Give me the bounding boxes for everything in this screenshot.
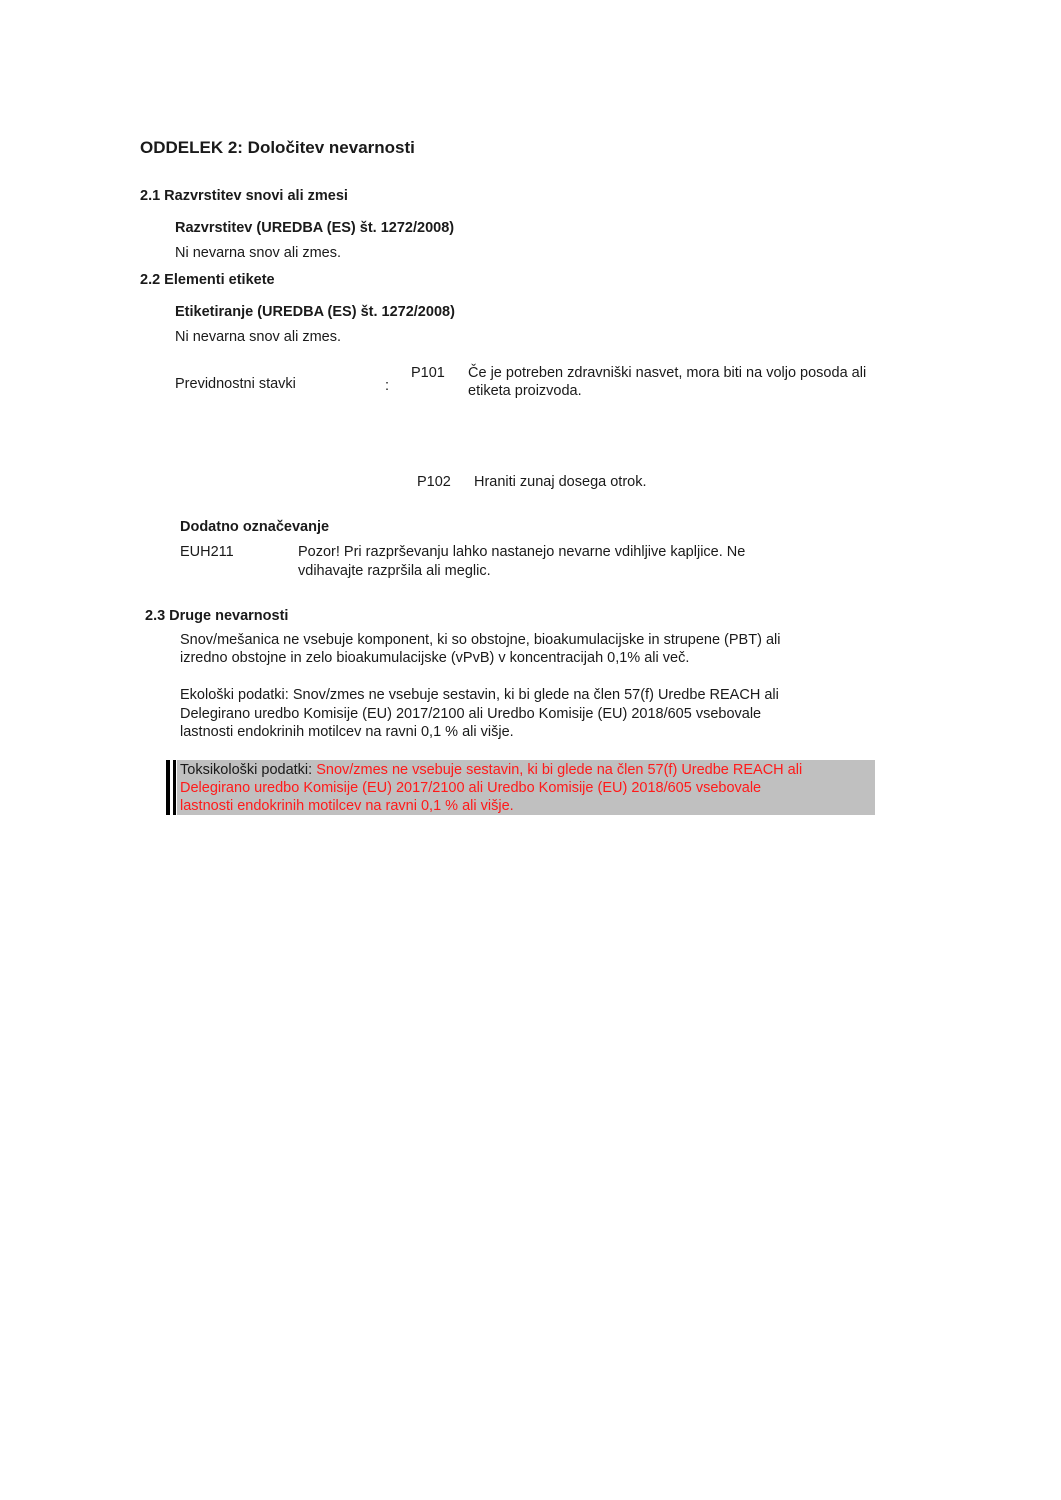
tox-line-1: Snov/zmes ne vsebuje sestavin, ki bi glede na člen 57(f) Uredbe REACH ali [316,762,803,778]
precautionary-label: Previdnostni stavki [175,376,296,392]
tox-line-3: lastnosti endokrinih motilcev na ravni 0,1 % ali višje. [180,798,514,814]
eco-text-line-1: Ekološki podatki: Snov/zmes ne vsebuje sestavin, ki bi glede na člen 57(f) Uredbe REACH ali [180,687,779,703]
pbt-text-line-2: izredno obstojne in zelo bioakumulacijske (vPvB) v koncentracijah 0,1% ali več. [180,650,690,666]
euh-text-line-2: vdihavajte razpršila ali meglic. [298,563,491,579]
eco-text-line-3: lastnosti endokrinih motilcev na ravni 0,1 % ali višje. [180,724,514,740]
tox-paragraph [180,761,874,815]
classification-text: Ni nevarna snov ali zmes. [175,245,342,261]
pbt-text-line-1: Snov/mešanica ne vsebuje komponent, ki so obstojne, bioakumulacijske in strupene (PBT) ali [180,632,781,648]
p101-text: Če je potreben zdravniški nasvet, mora biti na voljo posoda ali etiketa proizvoda. [468,365,867,399]
change-bar [166,760,170,815]
classification-subheading: Razvrstitev (UREDBA (ES) št. 1272/2008) [175,220,455,236]
p102-text: Hraniti zunaj dosega otrok. [474,474,647,490]
section-2-1-heading: 2.1 Razvrstitev snovi ali zmesi [140,188,348,204]
section-2-2-heading: 2.2 Elementi etikete [140,272,275,288]
labelling-text: Ni nevarna snov ali zmes. [175,329,342,345]
p101-statement [411,364,871,399]
section-2-3-heading: 2.3 Druge nevarnosti [145,608,289,624]
section-title: ODDELEK 2: Določitev nevarnosti [140,138,415,157]
p101-code: P101 [411,365,445,381]
euh-code: EUH211 [180,544,234,560]
precautionary-colon: : [385,378,390,394]
labelling-subheading: Etiketiranje (UREDBA (ES) št. 1272/2008) [175,304,455,320]
change-bar-inner [173,760,176,815]
p102-code: P102 [417,474,451,490]
euh-text-line-1: Pozor! Pri razprševanju lahko nastanejo nevarne vdihljive kapljice. Ne [298,544,746,560]
eco-text-line-2: Delegirano uredbo Komisije (EU) 2017/2100 ali Uredbo Komisije (EU) 2018/605 vsebovale [180,706,762,722]
tox-line-2: Delegirano uredbo Komisije (EU) 2017/2100 ali Uredbo Komisije (EU) 2018/605 vsebovale [180,780,762,796]
additional-labelling-heading: Dodatno označevanje [180,519,330,535]
tox-label: Toksikološki podatki: [180,762,317,778]
